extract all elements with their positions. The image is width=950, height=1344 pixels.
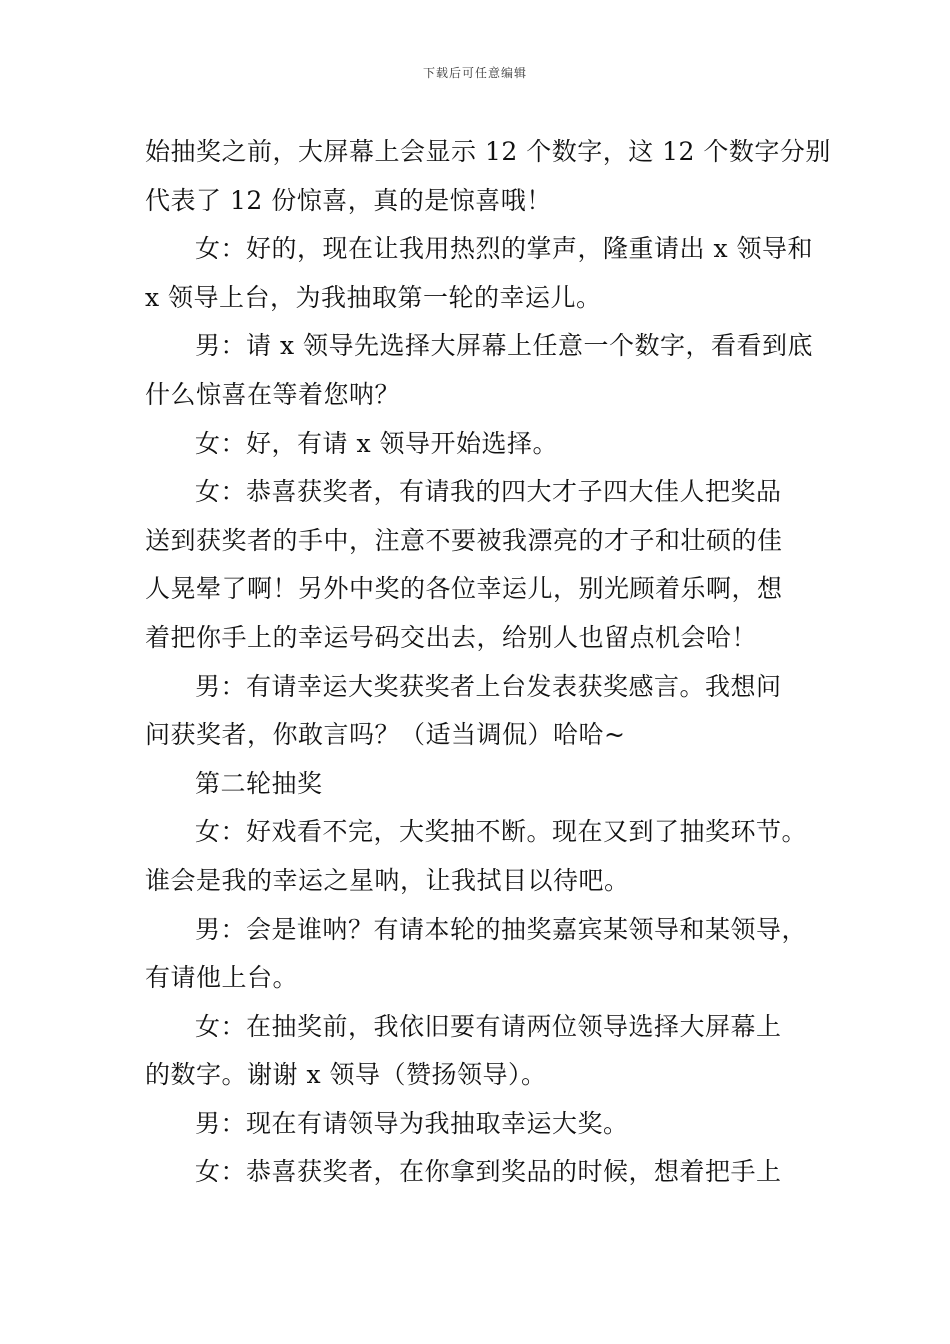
text-line: 什么惊喜在等着您呐？ bbox=[145, 379, 401, 409]
page-header: 下载后可任意编辑 bbox=[422, 66, 527, 80]
text-line: x 领导上台，为我抽取第一轮的幸运儿。 bbox=[145, 282, 602, 312]
section-heading: 第二轮抽奖 bbox=[195, 768, 323, 798]
text-line: 代表了 12 份惊喜，真的是惊喜哦！ bbox=[145, 185, 552, 215]
text-line: 男：请 x 领导先选择大屏幕上任意一个数字，看看到底 bbox=[195, 331, 813, 361]
text-line: 女：恭喜获奖者，在你拿到奖品的时候，想着把手上 bbox=[195, 1157, 782, 1187]
text-line: 谁会是我的幸运之星呐，让我拭目以待吧。 bbox=[145, 865, 630, 895]
text-line: 有请他上台。 bbox=[145, 963, 299, 993]
text-line: 男：有请幸运大奖获奖者上台发表获奖感言。我想问 bbox=[195, 671, 782, 701]
text-line: 女：好戏看不完，大奖抽不断。现在又到了抽奖环节。 bbox=[195, 817, 808, 847]
text-line: 女：在抽奖前，我依旧要有请两位领导选择大屏幕上 bbox=[195, 1011, 782, 1041]
text-line: 始抽奖之前，大屏幕上会显示 12 个数字，这 12 个数字分别 bbox=[145, 137, 831, 166]
text-line: 男：会是谁呐？有请本轮的抽奖嘉宾某领导和某领导， bbox=[195, 914, 808, 944]
text-line: 的数字。谢谢 x 领导（赞扬领导）。 bbox=[145, 1060, 547, 1090]
text-line: 女：好的，现在让我用热烈的掌声，隆重请出 x 领导和 bbox=[195, 234, 813, 264]
text-line: 女：恭喜获奖者，有请我的四大才子四大佳人把奖品 bbox=[195, 477, 782, 507]
text-line: 着把你手上的幸运号码交出去，给别人也留点机会哈！ bbox=[145, 622, 758, 652]
text-line: 问获奖者，你敢言吗？（适当调侃）哈哈~ bbox=[145, 720, 626, 750]
text-line: 男：现在有请领导为我抽取幸运大奖。 bbox=[195, 1108, 629, 1138]
document-body bbox=[145, 128, 831, 1197]
text-line: 送到获奖者的手中，注意不要被我漂亮的才子和壮硕的佳 bbox=[145, 525, 783, 555]
text-line: 人晃晕了啊！另外中奖的各位幸运儿，别光顾着乐啊，想 bbox=[145, 574, 783, 604]
text-line: 女：好，有请 x 领导开始选择。 bbox=[195, 428, 558, 458]
